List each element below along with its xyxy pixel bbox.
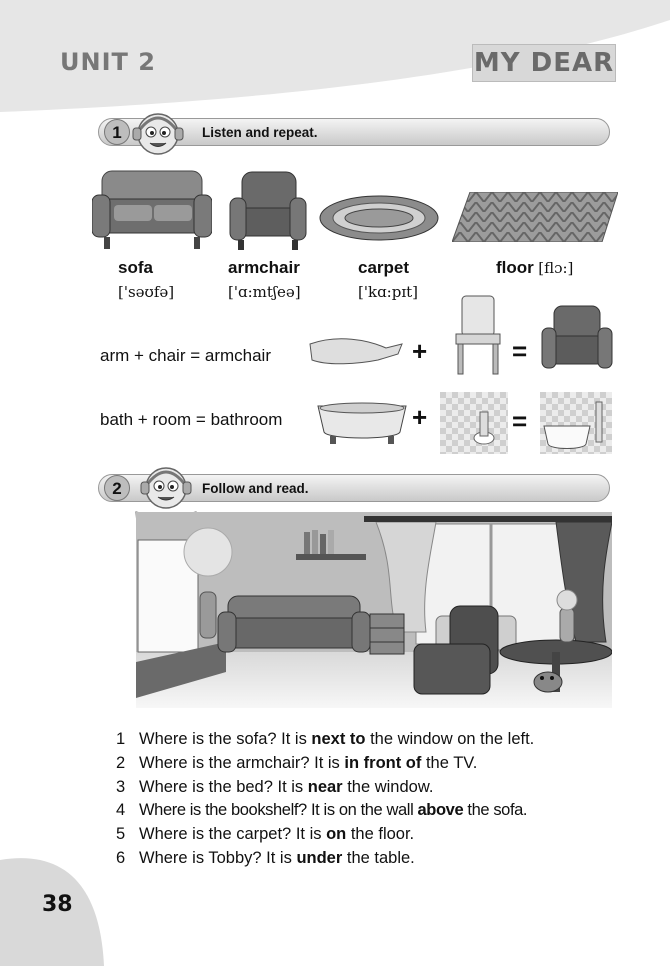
question-text: Where is the bed? It is — [139, 777, 308, 796]
question-keyword: near — [307, 777, 343, 796]
question-text-end: the floor. — [346, 825, 415, 844]
question-number: 3 — [116, 777, 126, 796]
question-number: 2 — [116, 753, 126, 772]
carpet-illustration — [318, 194, 440, 242]
question-text-end: the sofa. — [463, 801, 528, 820]
question-number: 5 — [116, 825, 126, 844]
question-number: 6 — [116, 848, 126, 867]
question-text-end: the table. — [342, 848, 415, 867]
question-line — [116, 847, 636, 871]
question-text-end: the window on the left. — [365, 730, 535, 748]
mascot-headphones-icon — [128, 106, 190, 162]
question-keyword: above — [417, 801, 464, 820]
vocab-word-armchair: armchair — [228, 258, 300, 277]
room-illustration — [440, 392, 508, 454]
vocab-phonetic-carpet: ['kɑ:pɪt] — [358, 283, 418, 301]
vocab-word-sofa: sofa — [118, 258, 153, 277]
floor-illustration — [452, 192, 618, 242]
question-line — [116, 752, 636, 776]
bathtub-illustration — [316, 398, 408, 446]
sofa-illustration — [92, 165, 212, 251]
question-text: Where is the sofa? It is — [139, 730, 312, 748]
vocab-phonetic-floor: [flɔ:] — [538, 259, 574, 277]
chair-illustration — [450, 294, 506, 376]
question-number: 1 — [116, 730, 126, 748]
equals-sign-2: = — [512, 406, 528, 436]
page-number: 38 — [42, 892, 73, 917]
question-text: Where is the carpet? It is — [139, 825, 327, 844]
question-text: Where is the bookshelf? It is on the wall — [139, 801, 418, 820]
questions-list — [116, 728, 636, 871]
equals-sign-1: = — [512, 336, 528, 366]
vocab-word-carpet: carpet — [358, 258, 410, 277]
question-text: Where is Tobby? It is — [139, 848, 297, 867]
question-line — [116, 728, 636, 752]
question-keyword: next to — [311, 730, 366, 748]
vocab-floor — [496, 258, 573, 278]
question-line — [116, 799, 636, 823]
section-1-title: Listen and repeat. — [202, 125, 318, 140]
living-room-illustration — [136, 512, 612, 708]
armchair-illustration — [228, 168, 308, 252]
equation-bathroom-text: bath + room = bathroom — [100, 410, 283, 429]
section-1-number: 1 — [104, 119, 130, 145]
plus-sign-1: + — [412, 336, 428, 366]
section-2-number: 2 — [104, 475, 130, 501]
plus-sign-2: + — [412, 402, 428, 432]
question-text-end: the window. — [342, 777, 434, 796]
vocab-phonetic-sofa: ['səʊfə] — [118, 283, 175, 301]
vocab-phonetic-armchair: ['ɑ:mtʃeə] — [228, 283, 301, 301]
question-text-end: the TV. — [421, 753, 478, 772]
section-2-title: Follow and read. — [202, 481, 309, 496]
question-number: 4 — [116, 801, 125, 820]
question-keyword: under — [296, 848, 343, 867]
question-keyword: in front of — [344, 753, 422, 772]
book-title: MY DEAR — [472, 44, 616, 82]
arm-illustration — [308, 330, 404, 370]
vocab-word-floor: floor — [496, 258, 534, 277]
unit-title: UNIT 2 — [60, 48, 156, 76]
question-keyword: on — [326, 825, 347, 844]
question-line — [116, 776, 636, 800]
armchair-result-illustration — [540, 302, 614, 376]
equation-armchair-text: arm + chair = armchair — [100, 346, 271, 365]
question-text: Where is the armchair? It is — [139, 753, 345, 772]
question-line — [116, 823, 636, 847]
bathroom-result-illustration — [540, 392, 612, 454]
